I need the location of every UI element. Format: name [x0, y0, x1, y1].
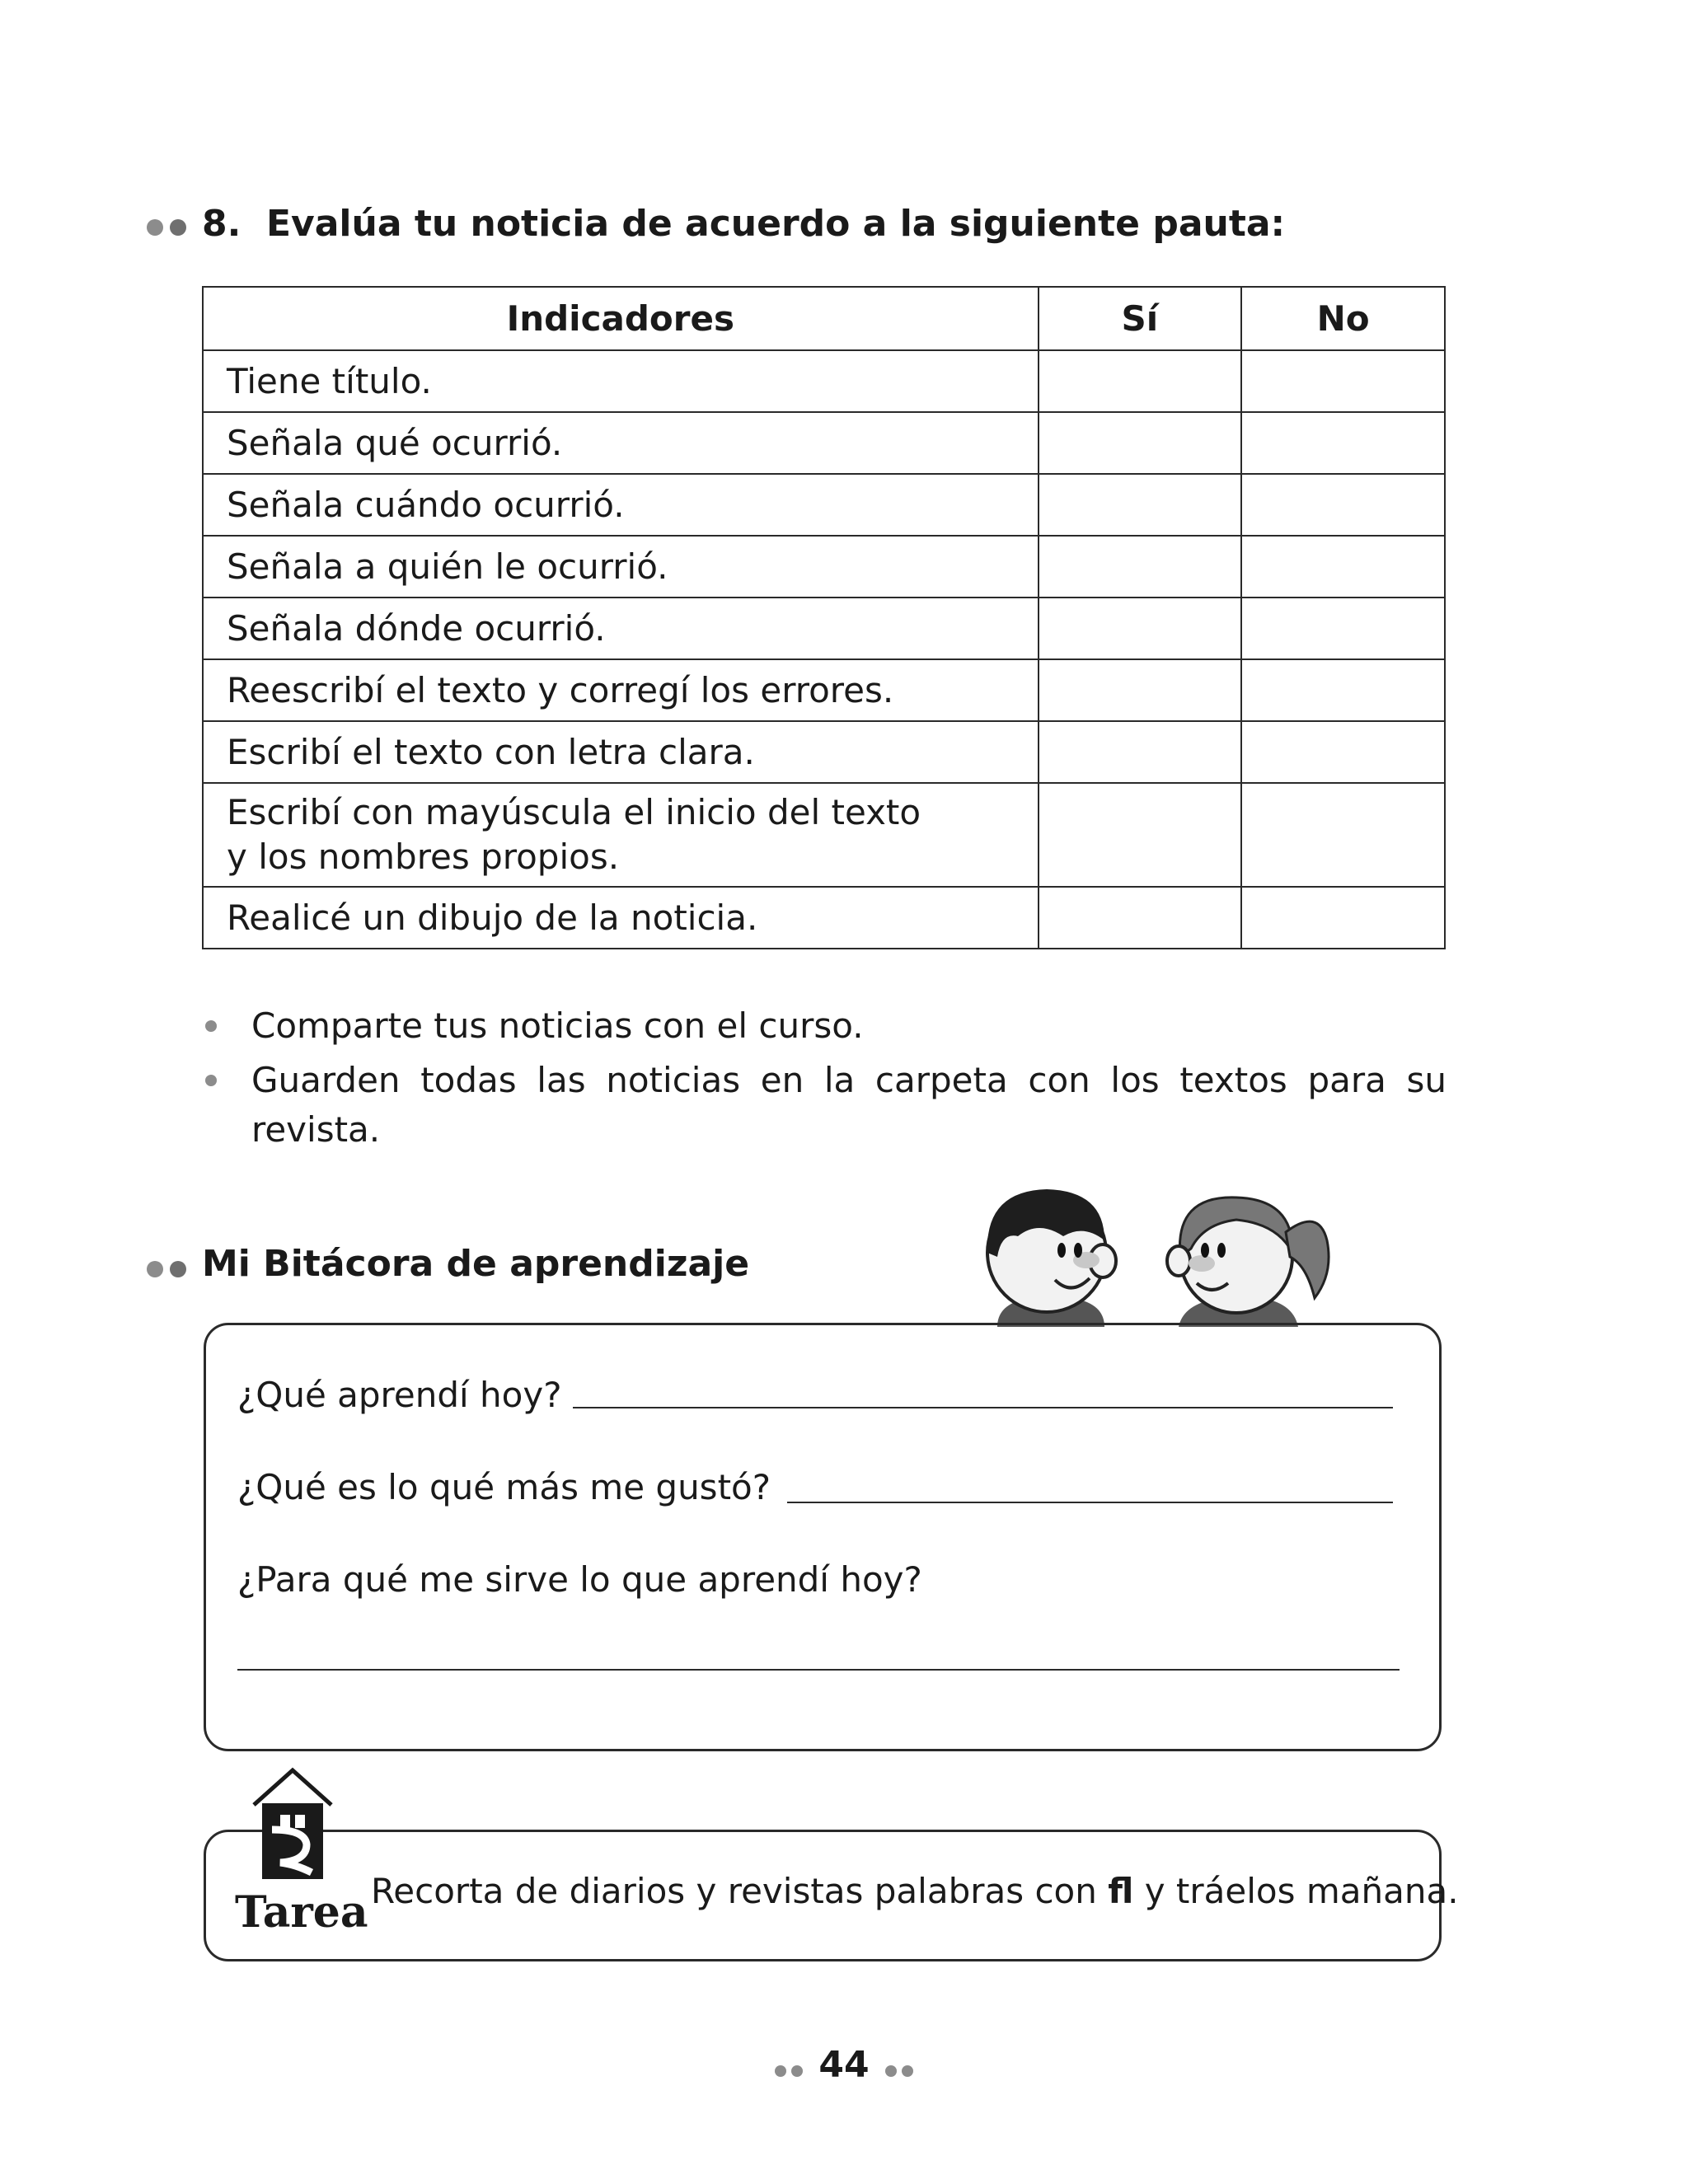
table-row — [203, 412, 1445, 474]
question-para-que-sirve: ¿Para qué me sirve lo que aprendí hoy? — [237, 1559, 922, 1600]
question-que-aprendi: ¿Qué aprendí hoy? — [237, 1375, 562, 1415]
si-checkbox-cell[interactable] — [1039, 887, 1242, 949]
table-row — [203, 659, 1445, 721]
table-row — [203, 887, 1445, 949]
no-checkbox-cell[interactable] — [1241, 783, 1445, 887]
section-8-heading — [202, 203, 1285, 245]
no-checkbox-cell[interactable] — [1241, 887, 1445, 949]
page-number: 44 — [818, 2044, 870, 2086]
indicator-line-2: y los nombres propios. — [227, 837, 620, 877]
si-checkbox-cell[interactable] — [1039, 721, 1242, 783]
table-header-row — [203, 287, 1445, 350]
tarea-bold-word: fl — [1108, 1871, 1134, 1911]
boy-face-icon — [987, 1189, 1116, 1327]
si-checkbox-cell[interactable] — [1039, 659, 1242, 721]
tarea-label: Tarea — [235, 1887, 368, 1938]
tarea-instruction — [371, 1871, 1459, 1911]
page-number-footer — [0, 2044, 1688, 2086]
list-item: Comparte tus noticias con el curso. — [202, 1001, 1447, 1051]
header-no: No — [1241, 287, 1445, 350]
si-checkbox-cell[interactable] — [1039, 350, 1242, 412]
si-checkbox-cell[interactable] — [1039, 474, 1242, 536]
indicator-cell: Señala cuándo ocurrió. — [203, 474, 1039, 536]
si-checkbox-cell[interactable] — [1039, 412, 1242, 474]
table-row — [203, 350, 1445, 412]
no-checkbox-cell[interactable] — [1241, 474, 1445, 536]
indicator-cell: Señala qué ocurrió. — [203, 412, 1039, 474]
section-number: 8. — [202, 203, 241, 245]
indicator-cell: Tiene título. — [203, 350, 1039, 412]
table-row — [203, 783, 1445, 887]
table-row — [203, 598, 1445, 659]
indicator-cell: Señala a quién le ocurrió. — [203, 536, 1039, 598]
indicator-cell: Señala dónde ocurrió. — [203, 598, 1039, 659]
bitacora-title: Mi Bitácora de aprendizaje — [202, 1243, 750, 1285]
question-que-mas-gusto: ¿Qué es lo qué más me gustó? — [237, 1467, 771, 1507]
answer-line-que-mas-gusto[interactable] — [787, 1502, 1393, 1503]
house-icon — [247, 1765, 338, 1882]
indicator-line-1: Escribí con mayúscula el inicio del texto — [227, 792, 921, 832]
footer-dots-left — [772, 2044, 805, 2086]
header-indicadores: Indicadores — [203, 287, 1039, 350]
no-checkbox-cell[interactable] — [1241, 598, 1445, 659]
section-bullet-dots — [147, 219, 186, 236]
footer-dots-right — [883, 2044, 916, 2086]
section-bullet-dots — [147, 1261, 186, 1277]
answer-line-que-aprendi[interactable] — [573, 1407, 1393, 1408]
header-si: Sí — [1039, 287, 1242, 350]
si-checkbox-cell[interactable] — [1039, 536, 1242, 598]
girl-face-icon — [1167, 1197, 1329, 1327]
list-item: Guarden todas las noticias en la carpeta con los textos para su revista. — [202, 1056, 1447, 1155]
evaluation-table — [202, 286, 1446, 949]
si-checkbox-cell[interactable] — [1039, 598, 1242, 659]
indicator-cell: Reescribí el texto y corregí los errores. — [203, 659, 1039, 721]
children-illustration-icon — [940, 1174, 1335, 1327]
indicator-cell: Realicé un dibujo de la noticia. — [203, 887, 1039, 949]
no-checkbox-cell[interactable] — [1241, 412, 1445, 474]
no-checkbox-cell[interactable] — [1241, 536, 1445, 598]
indicator-cell — [203, 783, 1039, 887]
instructions-list — [202, 1001, 1447, 1160]
no-checkbox-cell[interactable] — [1241, 350, 1445, 412]
tarea-text-before: Recorta de diarios y revistas palabras con — [371, 1871, 1109, 1911]
table-row — [203, 721, 1445, 783]
indicator-cell: Escribí el texto con letra clara. — [203, 721, 1039, 783]
section-title: Evalúa tu noticia de acuerdo a la siguiente pauta: — [265, 203, 1286, 245]
table-row — [203, 536, 1445, 598]
no-checkbox-cell[interactable] — [1241, 659, 1445, 721]
no-checkbox-cell[interactable] — [1241, 721, 1445, 783]
table-row — [203, 474, 1445, 536]
answer-line-para-que-sirve[interactable] — [237, 1669, 1400, 1671]
si-checkbox-cell[interactable] — [1039, 783, 1242, 887]
tarea-text-after: y tráelos mañana. — [1133, 1871, 1459, 1911]
